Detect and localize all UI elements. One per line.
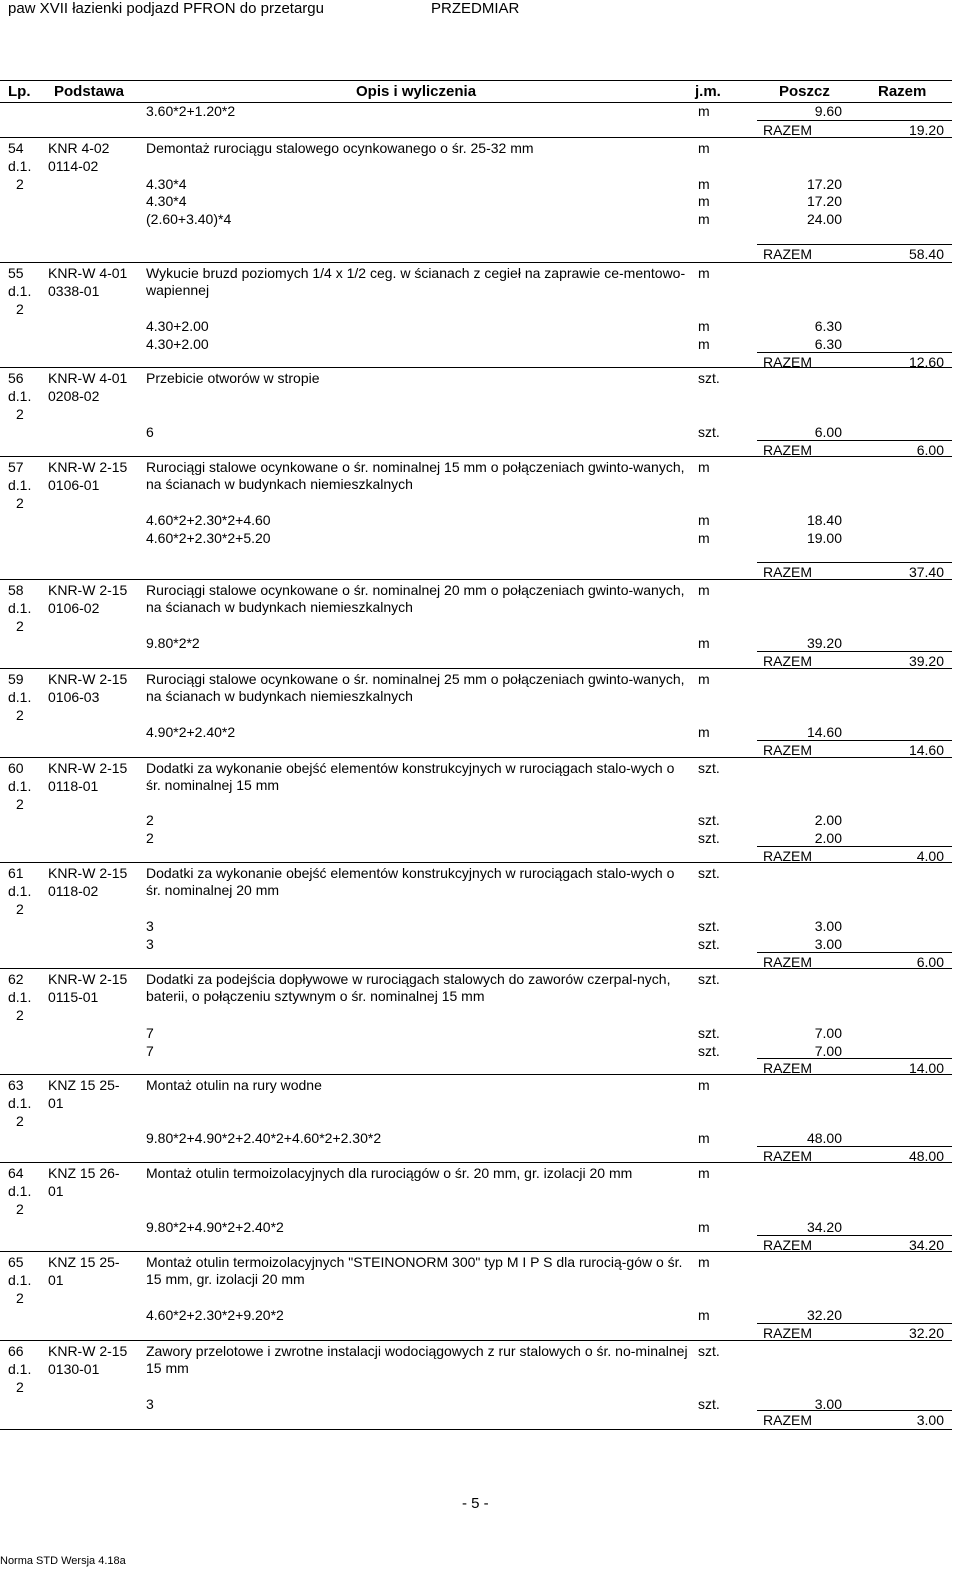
item-description: Montaż otulin termoizolacyjnych "STEINONORM 300" typ M I P S dla rurocią-gów o śr. 15 mm, gr. izolacji 20 mm <box>146 1254 683 1287</box>
razem-label: RAZEM <box>763 954 812 970</box>
item-lp: d.1. <box>8 1095 32 1111</box>
calc-expression: 4.30+2.00 <box>146 336 209 352</box>
calc-expression: 4.60*2+2.30*2+4.60 <box>146 512 271 528</box>
item-lp: 2 <box>16 1290 24 1306</box>
item-unit: m <box>698 671 710 687</box>
item-lp: 64 <box>8 1165 24 1181</box>
razem-rule <box>757 952 952 953</box>
calc-unit: szt. <box>698 1043 720 1059</box>
razem-value: 34.20 <box>908 1237 944 1253</box>
calc-unit: m <box>698 336 710 352</box>
calc-expression: 3 <box>146 1396 154 1412</box>
calc-unit: m <box>698 724 710 740</box>
razem-label: RAZEM <box>763 354 812 370</box>
item-base: KNR-W 2-15 <box>48 760 128 776</box>
razem-value: 37.40 <box>908 564 944 580</box>
razem-label: RAZEM <box>763 564 812 580</box>
calc-expression: 4.30*4 <box>146 193 187 209</box>
item-base: 0106-03 <box>48 689 100 705</box>
item-lp: d.1. <box>8 989 32 1005</box>
razem-value: 39.20 <box>908 653 944 669</box>
calc-expression: 4.60*2+2.30*2+5.20 <box>146 530 271 546</box>
calc-value: 6.30 <box>814 318 842 334</box>
calc-unit: m <box>698 211 710 227</box>
item-base: KNR-W 2-15 <box>48 671 128 687</box>
col-jm: j.m. <box>695 83 721 100</box>
item-lp: d.1. <box>8 477 32 493</box>
calc-value: 39.20 <box>806 635 842 651</box>
row-rule <box>0 757 952 758</box>
document-type: PRZEDMIAR <box>431 0 520 17</box>
item-unit: m <box>698 1077 710 1093</box>
item-lp: 2 <box>16 1201 24 1217</box>
calc-expression: 7 <box>146 1043 154 1059</box>
table-header <box>0 80 952 103</box>
item-base: KNZ 15 25- <box>48 1077 120 1093</box>
item-description: Dodatki za podejścia dopływowe w rurociągach stalowych do zaworów czerpal-nych, baterii, o połączeniu sztywnym o śr. nominalnej 15 mm <box>146 971 671 1004</box>
razem-label: RAZEM <box>763 1060 812 1076</box>
calc-unit: szt. <box>698 918 720 934</box>
razem-rule <box>757 1058 952 1059</box>
page-number: - 5 - <box>462 1495 489 1512</box>
item-base: 0114-02 <box>48 158 99 174</box>
item-lp: d.1. <box>8 283 32 299</box>
calc-unit: m <box>698 1219 710 1235</box>
item-base: 0106-02 <box>48 600 100 616</box>
item-unit: m <box>698 582 710 598</box>
calc-expression: 6 <box>146 424 154 440</box>
row-rule <box>0 668 952 669</box>
calc-expression: 9.80*2+4.90*2+2.40*2+4.60*2+2.30*2 <box>146 1130 382 1146</box>
row-rule <box>0 968 952 969</box>
item-base: 0338-01 <box>48 283 100 299</box>
calc-value: 19.00 <box>806 530 842 546</box>
software-version: Norma STD Wersja 4.18a <box>0 1555 126 1567</box>
item-unit: szt. <box>698 1343 720 1359</box>
razem-label: RAZEM <box>763 848 812 864</box>
item-base: 0118-02 <box>48 883 99 899</box>
item-lp: 57 <box>8 459 24 475</box>
razem-label: RAZEM <box>763 653 812 669</box>
item-description: Montaż otulin na rury wodne <box>146 1077 322 1093</box>
item-description: Rurociągi stalowe ocynkowane o śr. nominalnej 25 mm o połączeniach gwinto-wanych, na ścianach w budynkach niemieszkalnych <box>146 671 685 704</box>
calc-value: 2.00 <box>814 830 842 846</box>
item-lp: d.1. <box>8 1272 32 1288</box>
item-unit: szt. <box>698 865 720 881</box>
calc-unit: szt. <box>698 1025 720 1041</box>
row-rule <box>0 1340 952 1341</box>
item-lp: d.1. <box>8 600 32 616</box>
item-lp: 60 <box>8 760 24 776</box>
item-base: KNR-W 2-15 <box>48 459 128 475</box>
row-rule <box>0 1074 952 1075</box>
item-lp: 2 <box>16 707 24 723</box>
calc-expression: 3 <box>146 936 154 952</box>
item-lp: 55 <box>8 265 24 281</box>
item-unit: m <box>698 140 710 156</box>
item-lp: 2 <box>16 1007 24 1023</box>
razem-rule <box>757 846 952 847</box>
razem-label: RAZEM <box>763 1325 812 1341</box>
item-lp: 2 <box>16 796 24 812</box>
calc-expression: 7 <box>146 1025 154 1041</box>
calc-expression: 4.30*4 <box>146 176 187 192</box>
razem-value: 58.40 <box>908 246 944 262</box>
item-lp: d.1. <box>8 1361 32 1377</box>
calc-value: 3.00 <box>814 918 842 934</box>
calc-unit: szt. <box>698 812 720 828</box>
col-lp: Lp. <box>8 83 31 100</box>
calc-value: 2.00 <box>814 812 842 828</box>
item-base: KNR-W 2-15 <box>48 865 128 881</box>
razem-rule <box>757 1235 952 1236</box>
item-base: KNR-W 4-01 <box>48 370 128 386</box>
item-description: Rurociągi stalowe ocynkowane o śr. nominalnej 20 mm o połączeniach gwinto-wanych, na ścianach w budynkach niemieszkalnych <box>146 582 685 615</box>
item-base: 01 <box>48 1095 64 1111</box>
carry-calc: 3.60*2+1.20*2 <box>146 103 236 119</box>
item-base: KNR-W 2-15 <box>48 971 128 987</box>
col-podstawa: Podstawa <box>54 83 125 100</box>
item-base: 0118-01 <box>48 778 99 794</box>
calc-expression: 4.30+2.00 <box>146 318 209 334</box>
calc-expression: 4.90*2+2.40*2 <box>146 724 236 740</box>
item-lp: 66 <box>8 1343 24 1359</box>
item-lp: 58 <box>8 582 24 598</box>
calc-unit: m <box>698 1130 710 1146</box>
item-base: 0115-01 <box>48 989 99 1005</box>
col-razem: Razem <box>878 83 927 100</box>
razem-label: RAZEM <box>763 442 812 458</box>
item-description: Wykucie bruzd poziomych 1/4 x 1/2 ceg. w ścianach z cegieł na zaprawie ce-mentowo-wapiennej <box>146 265 686 298</box>
calc-unit: m <box>698 193 710 209</box>
razem-rule <box>757 440 952 441</box>
item-description: Dodatki za wykonanie obejść elementów konstrukcyjnych w rurociągach stalo-wych o śr. nominalnej 20 mm <box>146 865 675 898</box>
item-lp: d.1. <box>8 689 32 705</box>
calc-value: 3.00 <box>814 1396 842 1412</box>
razem-label: RAZEM <box>763 742 812 758</box>
item-lp: 2 <box>16 901 24 917</box>
row-rule <box>0 367 952 368</box>
carry-razem-label: RAZEM <box>763 122 812 138</box>
calc-unit: szt. <box>698 1396 720 1412</box>
row-rule <box>0 1162 952 1163</box>
item-base: KNR-W 2-15 <box>48 582 128 598</box>
item-lp: d.1. <box>8 883 32 899</box>
row-rule <box>0 456 952 457</box>
item-description: Demontaż rurociągu stalowego ocynkowanego o śr. 25-32 mm <box>146 140 534 156</box>
carry-razem-value: 19.20 <box>908 122 944 138</box>
razem-value: 6.00 <box>916 954 944 970</box>
item-description: Przebicie otworów w stropie <box>146 370 320 386</box>
razem-value: 14.60 <box>908 742 944 758</box>
calc-value: 24.00 <box>806 211 842 227</box>
razem-value: 12.60 <box>908 354 944 370</box>
item-base: 01 <box>48 1183 64 1199</box>
item-base: KNR-W 4-01 <box>48 265 128 281</box>
item-lp: d.1. <box>8 158 32 174</box>
razem-rule <box>757 1146 952 1147</box>
calc-expression: 2 <box>146 830 154 846</box>
item-base: KNR 4-02 <box>48 140 110 156</box>
item-lp: 62 <box>8 971 24 987</box>
carry-unit: m <box>698 103 710 119</box>
razem-value: 4.00 <box>916 848 944 864</box>
calc-value: 3.00 <box>814 936 842 952</box>
razem-rule <box>757 651 952 652</box>
item-unit: szt. <box>698 370 720 386</box>
item-unit: szt. <box>698 760 720 776</box>
item-base: 0106-01 <box>48 477 100 493</box>
carry-value: 9.60 <box>814 103 842 119</box>
razem-rule <box>757 1323 952 1324</box>
item-lp: 2 <box>16 301 24 317</box>
razem-rule <box>757 562 952 563</box>
calc-expression: 4.60*2+2.30*2+9.20*2 <box>146 1307 284 1323</box>
razem-rule <box>757 740 952 741</box>
item-description: Dodatki za wykonanie obejść elementów konstrukcyjnych w rurociągach stalo-wych o śr. nominalnej 15 mm <box>146 760 675 793</box>
item-lp: 65 <box>8 1254 24 1270</box>
item-lp: 2 <box>16 618 24 634</box>
calc-expression: 9.80*2+4.90*2+2.40*2 <box>146 1219 284 1235</box>
calc-value: 32.20 <box>806 1307 842 1323</box>
razem-label: RAZEM <box>763 246 812 262</box>
razem-rule <box>757 352 952 353</box>
col-poszcz: Poszcz <box>779 83 830 100</box>
item-lp: 2 <box>16 176 24 192</box>
item-base: 01 <box>48 1272 64 1288</box>
calc-unit: m <box>698 530 710 546</box>
item-lp: 59 <box>8 671 24 687</box>
calc-unit: m <box>698 318 710 334</box>
calc-value: 17.20 <box>806 193 842 209</box>
razem-label: RAZEM <box>763 1412 812 1428</box>
item-unit: m <box>698 1165 710 1181</box>
row-rule <box>0 262 952 263</box>
calc-expression: 2 <box>146 812 154 828</box>
calc-value: 48.00 <box>806 1130 842 1146</box>
razem-rule <box>757 1410 952 1411</box>
calc-expression: 9.80*2*2 <box>146 635 200 651</box>
item-lp: 54 <box>8 140 24 156</box>
document-title: paw XVII łazienki podjazd PFRON do przetargu <box>8 0 324 17</box>
calc-value: 18.40 <box>806 512 842 528</box>
calc-unit: szt. <box>698 936 720 952</box>
item-description: Montaż otulin termoizolacyjnych dla rurociągów o śr. 20 mm, gr. izolacji 20 mm <box>146 1165 633 1181</box>
item-base: 0208-02 <box>48 388 100 404</box>
razem-value: 14.00 <box>908 1060 944 1076</box>
calc-unit: szt. <box>698 830 720 846</box>
calc-value: 34.20 <box>806 1219 842 1235</box>
razem-value: 3.00 <box>916 1412 944 1428</box>
item-lp: 61 <box>8 865 24 881</box>
item-lp: 63 <box>8 1077 24 1093</box>
item-base: KNZ 15 26- <box>48 1165 120 1181</box>
calc-value: 7.00 <box>814 1043 842 1059</box>
razem-label: RAZEM <box>763 1148 812 1164</box>
calc-unit: m <box>698 635 710 651</box>
row-rule <box>0 137 952 138</box>
razem-value: 48.00 <box>908 1148 944 1164</box>
item-base: KNR-W 2-15 <box>48 1343 128 1359</box>
row-rule <box>0 1251 952 1252</box>
item-description: Zawory przelotowe i zwrotne instalacji wodociągowych z rur stalowych o śr. no-minalnej 15 mm <box>146 1343 688 1376</box>
row-rule <box>0 579 952 580</box>
item-unit: m <box>698 265 710 281</box>
calc-unit: szt. <box>698 424 720 440</box>
calc-value: 14.60 <box>806 724 842 740</box>
razem-value: 6.00 <box>916 442 944 458</box>
calc-unit: m <box>698 512 710 528</box>
item-unit: m <box>698 1254 710 1270</box>
item-lp: d.1. <box>8 778 32 794</box>
calc-value: 6.00 <box>814 424 842 440</box>
calc-expression: 3 <box>146 918 154 934</box>
calc-value: 6.30 <box>814 336 842 352</box>
calc-value: 7.00 <box>814 1025 842 1041</box>
item-base: KNZ 15 25- <box>48 1254 120 1270</box>
calc-unit: m <box>698 176 710 192</box>
item-lp: d.1. <box>8 388 32 404</box>
row-rule <box>0 862 952 863</box>
item-base: 0130-01 <box>48 1361 100 1377</box>
item-lp: 2 <box>16 495 24 511</box>
item-lp: d.1. <box>8 1183 32 1199</box>
item-lp: 56 <box>8 370 24 386</box>
item-lp: 2 <box>16 1113 24 1129</box>
item-lp: 2 <box>16 406 24 422</box>
razem-value: 32.20 <box>908 1325 944 1341</box>
razem-rule <box>757 244 952 245</box>
table-bottom-rule <box>0 1429 952 1430</box>
calc-unit: m <box>698 1307 710 1323</box>
item-description: Rurociągi stalowe ocynkowane o śr. nominalnej 15 mm o połączeniach gwinto-wanych, na ścianach w budynkach niemieszkalnych <box>146 459 685 492</box>
col-opis: Opis i wyliczenia <box>356 83 477 100</box>
item-unit: m <box>698 459 710 475</box>
razem-label: RAZEM <box>763 1237 812 1253</box>
calc-value: 17.20 <box>806 176 842 192</box>
item-lp: 2 <box>16 1379 24 1395</box>
razem-rule <box>757 120 952 121</box>
calc-expression: (2.60+3.40)*4 <box>146 211 232 227</box>
item-unit: szt. <box>698 971 720 987</box>
